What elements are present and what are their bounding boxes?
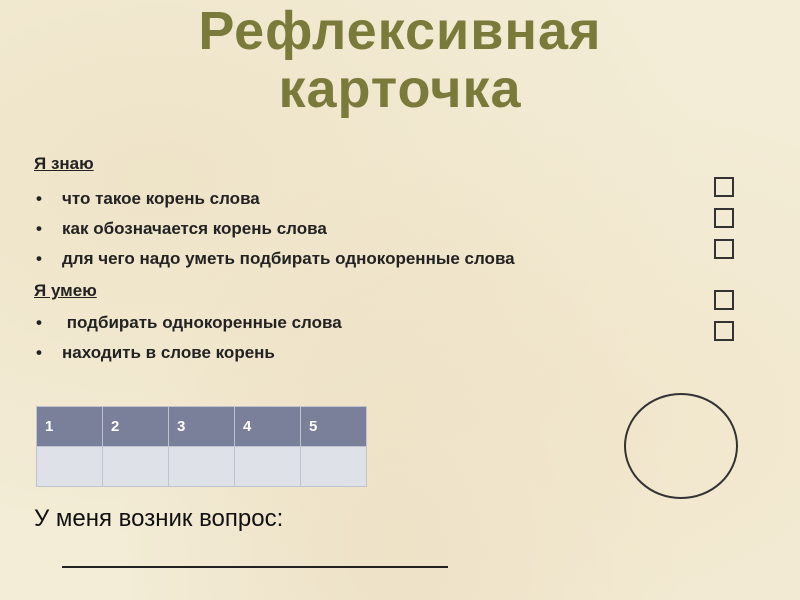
list-item [34, 244, 515, 274]
score-table [36, 406, 367, 487]
know-item-1: что такое корень слова [62, 189, 260, 208]
table-cell[interactable] [235, 447, 301, 487]
know-item-3: для чего надо уметь подбирать однокоренные слова [62, 249, 515, 268]
can-heading: Я умею [34, 281, 97, 300]
can-item-2: находить в слове корень [62, 343, 275, 362]
table-header-cell: 3 [169, 407, 235, 447]
title-line-1: Рефлексивная [198, 1, 602, 61]
table-header-cell: 4 [235, 407, 301, 447]
list-item [34, 308, 342, 338]
table-header-row [37, 407, 367, 447]
answer-line[interactable] [62, 566, 448, 568]
self-assessment-circle[interactable] [624, 393, 738, 499]
bullet-icon: • [36, 249, 42, 268]
list-item [34, 338, 342, 368]
bullet-icon: • [36, 343, 42, 362]
bullet-icon: • [36, 313, 42, 332]
can-list [34, 308, 342, 368]
table-cell[interactable] [103, 447, 169, 487]
know-list [34, 184, 515, 274]
table-cell[interactable] [169, 447, 235, 487]
table-cell[interactable] [37, 447, 103, 487]
table-cell[interactable] [301, 447, 367, 487]
table-header-cell: 1 [37, 407, 103, 447]
table-header-cell: 5 [301, 407, 367, 447]
question-label: У меня возник вопрос: [34, 505, 284, 532]
know-item-2: как обозначается корень слова [62, 219, 327, 238]
bullet-icon: • [36, 189, 42, 208]
know-checkbox-2[interactable] [714, 208, 734, 228]
can-checkbox-2[interactable] [714, 321, 734, 341]
bullet-icon: • [36, 219, 42, 238]
know-heading: Я знаю [34, 154, 94, 173]
list-item [34, 184, 515, 214]
can-item-1: подбирать однокоренные слова [62, 313, 342, 332]
know-checkbox-3[interactable] [714, 239, 734, 259]
table-header-cell: 2 [103, 407, 169, 447]
list-item [34, 214, 515, 244]
title-line-2: карточка [278, 59, 522, 119]
know-checkbox-1[interactable] [714, 177, 734, 197]
can-checkbox-1[interactable] [714, 290, 734, 310]
table-row [37, 447, 367, 487]
page-title [0, 2, 800, 118]
